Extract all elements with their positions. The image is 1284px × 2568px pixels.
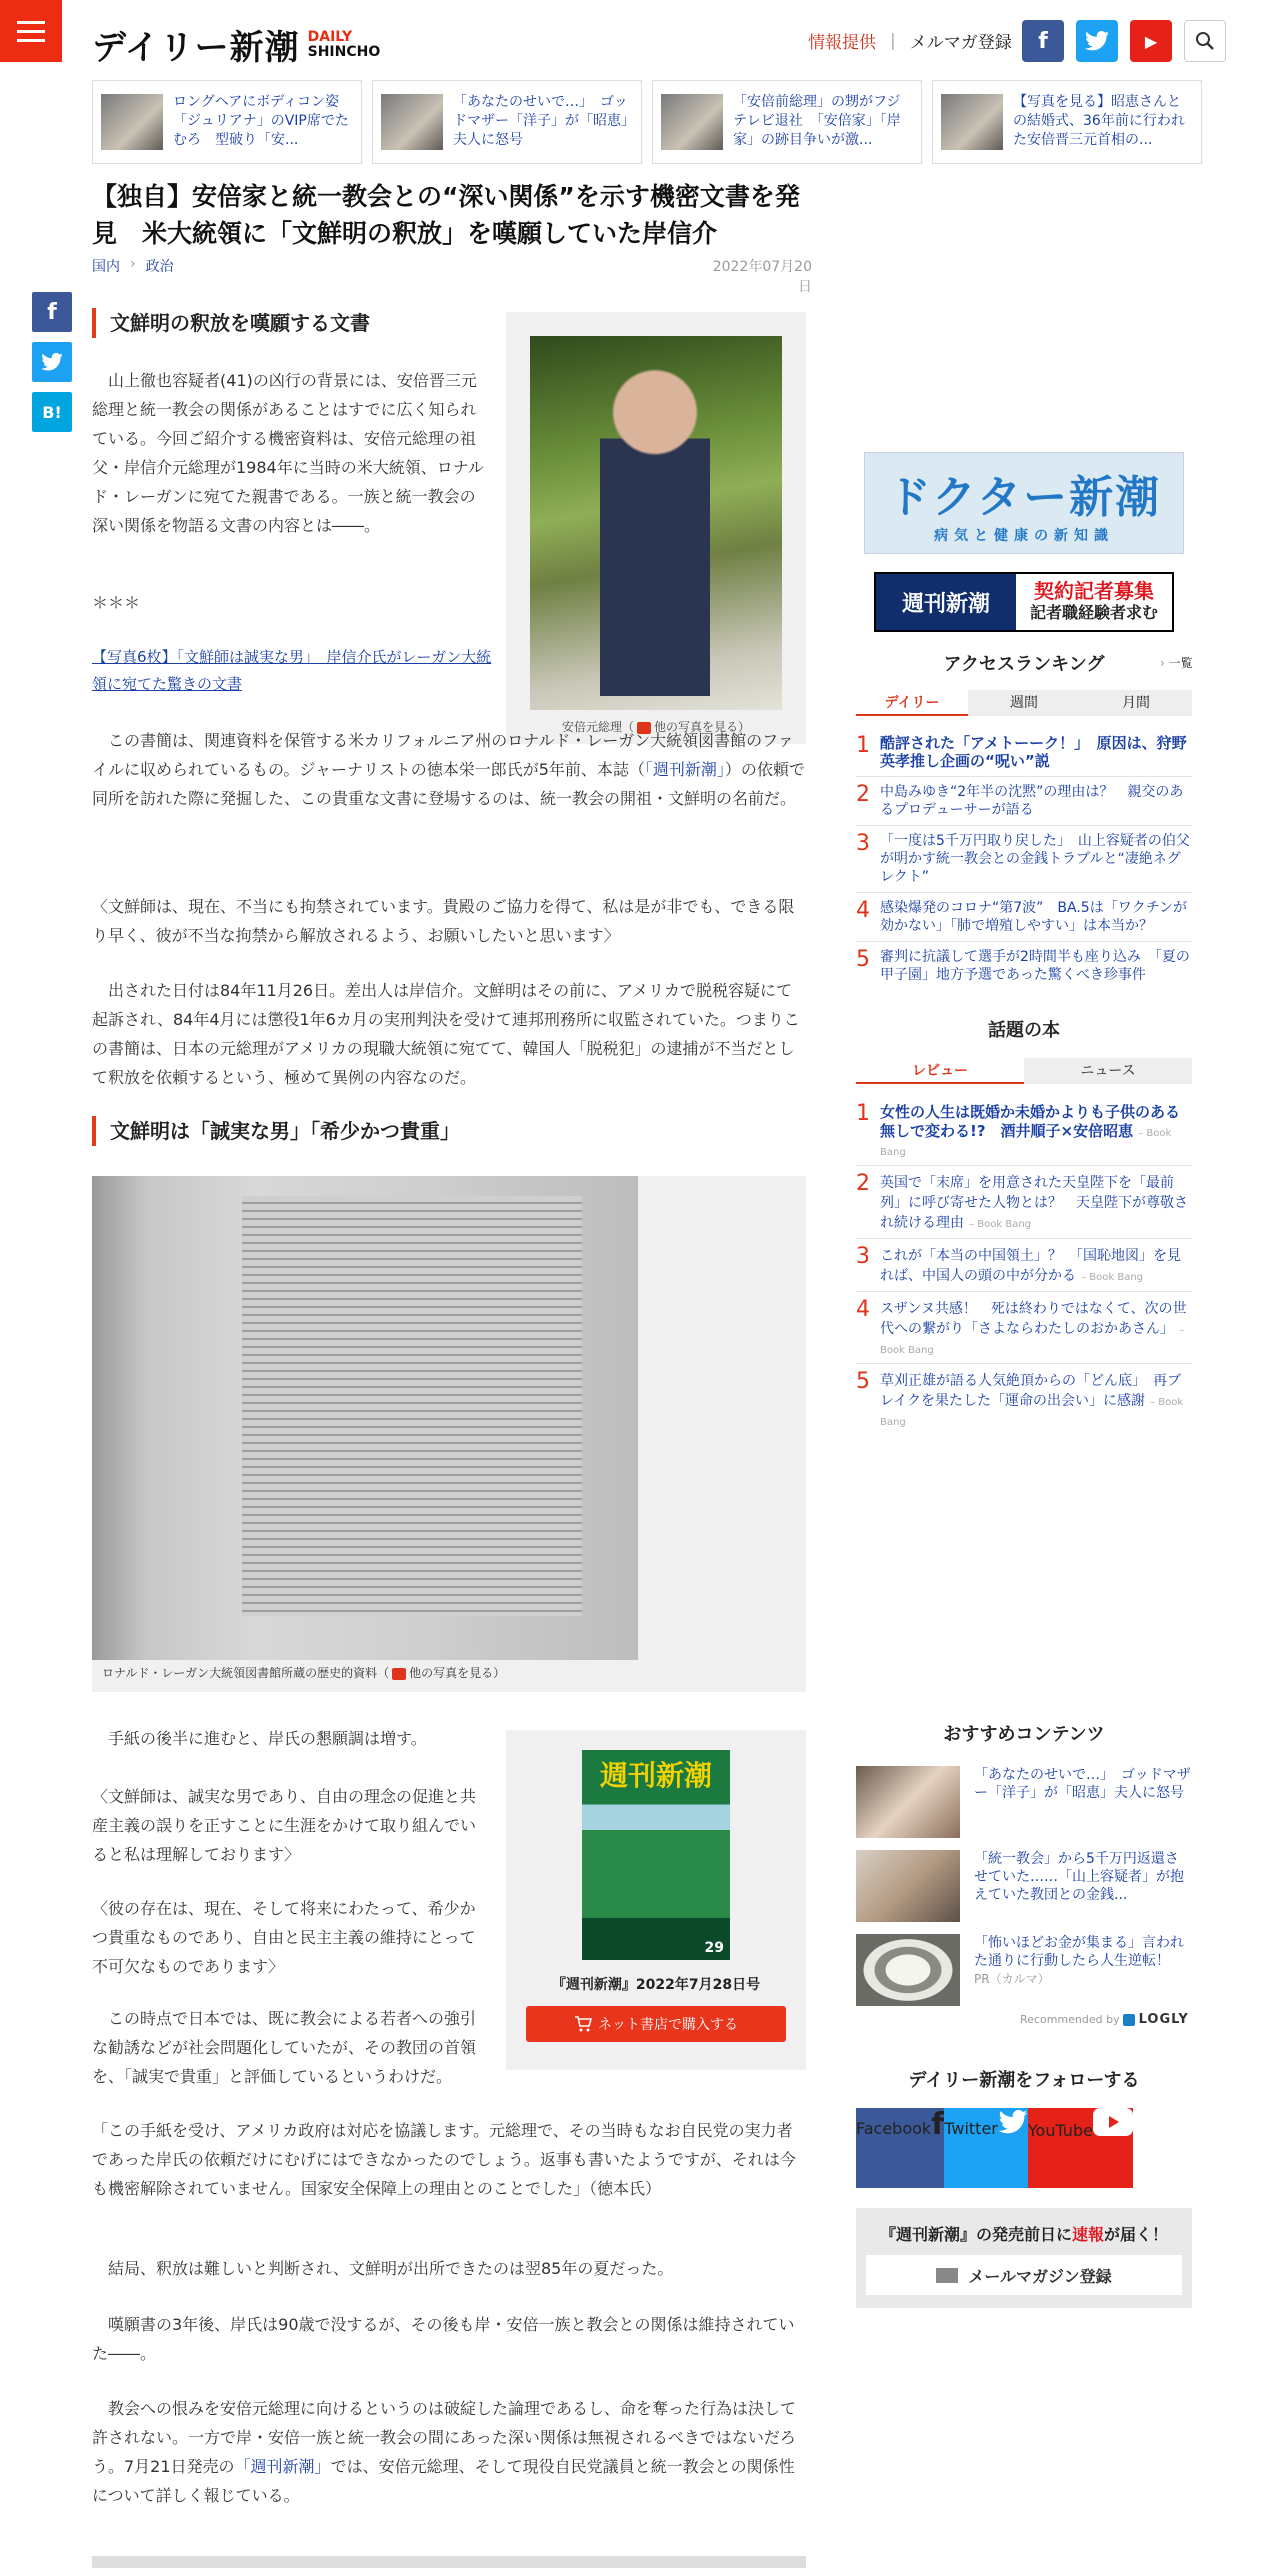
book-source: – Book Bang bbox=[969, 1219, 1032, 1230]
buy-label: ネット書店で購入する bbox=[598, 2017, 738, 2033]
rank-title: 酷評された「アメトーーク！」 原因は、狩野英孝推し企画の“呪い”説 bbox=[880, 734, 1187, 770]
recommend-text: 「怖いほどお金が集まる」言われた通りに行動したら人生逆転！ bbox=[974, 1935, 1184, 1969]
related-card[interactable] bbox=[932, 80, 1202, 164]
ranking-item[interactable] bbox=[856, 893, 1192, 942]
rank-title: 審判に抗議して選手が2時間半も座り込み 「夏の甲子園」地方予選であった驚くべき珍事件 bbox=[880, 949, 1190, 983]
follow-label: Twitter bbox=[944, 2119, 998, 2138]
caption-text: 安倍元総理（ bbox=[561, 720, 634, 734]
mailmag-box bbox=[856, 2208, 1192, 2308]
text: この書簡は、関連資料を保管する米カリフォルニア州のロナルド・レーガン大統領図書館のファイルに収められているもの。ジャーナリストの徳本栄一郎氏が5年前、本誌（ bbox=[92, 731, 794, 779]
youtube-icon[interactable]: ▶ bbox=[1130, 20, 1172, 62]
logo-en-1: DAILY bbox=[307, 28, 353, 45]
menu-line bbox=[17, 39, 45, 42]
doctor-shincho-ad[interactable] bbox=[864, 452, 1184, 554]
ranking-item[interactable] bbox=[856, 826, 1192, 893]
tab-weekly[interactable]: 週間 bbox=[968, 690, 1080, 716]
photo-subject bbox=[600, 366, 710, 696]
ad-subtitle: 病気と健康の新知識 bbox=[934, 528, 1114, 544]
section-heading: 文鮮明は「誠実な男」「希少かつ貴重」 bbox=[92, 1116, 812, 1146]
book-item[interactable] bbox=[856, 1364, 1192, 1435]
logly-pre: Recommended by bbox=[1020, 2013, 1120, 2026]
paragraph bbox=[92, 2394, 806, 2510]
tab-monthly[interactable]: 月間 bbox=[1080, 690, 1192, 716]
related-strip bbox=[92, 80, 1202, 164]
book-source: – Book Bang bbox=[880, 1325, 1185, 1356]
ad-title: ドクター新潮 bbox=[886, 472, 1162, 523]
related-thumb bbox=[661, 94, 723, 150]
document-caption bbox=[102, 1664, 505, 1681]
mailmag-heading bbox=[866, 2222, 1182, 2245]
buy-button[interactable] bbox=[526, 2006, 786, 2042]
camera-icon bbox=[392, 1668, 406, 1680]
recommend-list bbox=[856, 1766, 1192, 2018]
book-source: – Book Bang bbox=[880, 1128, 1172, 1158]
rank-number: 2 bbox=[856, 782, 870, 807]
book-title: スザンヌ共感！ 死は終わりではなくて、次の世代への繋がり「さよならわたしのおかあさん」 bbox=[880, 1301, 1187, 1337]
share-twitter-icon[interactable] bbox=[32, 342, 72, 382]
related-thumb bbox=[101, 94, 163, 150]
letter-sheet bbox=[242, 1196, 582, 1616]
related-text: 「安倍前総理」の甥がフジテレビ退社 「安倍家」「岸家」の跡目争いが激... bbox=[733, 94, 901, 148]
caption-text: ロナルド・レーガン大統領図書館所蔵の歴史的資料（ bbox=[102, 1666, 390, 1680]
letter-image[interactable] bbox=[92, 1176, 638, 1660]
logo-en bbox=[308, 30, 381, 60]
breadcrumb-domestic[interactable]: 国内 bbox=[92, 259, 120, 275]
cover-number: 29 bbox=[704, 1940, 724, 1956]
book-number: 4 bbox=[856, 1297, 870, 1322]
twitter-icon[interactable] bbox=[1076, 20, 1118, 62]
follow-label: Facebook bbox=[856, 2119, 932, 2138]
site-logo[interactable] bbox=[92, 20, 380, 69]
quote: 〈文鮮師は、誠実な男であり、自由の理念の促進と共産主義の誤りを正すことに生涯をかけて取り組んでいると私は理解しております〉 bbox=[92, 1787, 477, 1864]
share-facebook-icon[interactable]: f bbox=[32, 292, 72, 332]
rank-title: 感染爆発のコロナ“第7波” BA.5は「ワクチンが効かない」「肺で増殖しやすい」は本当か？ bbox=[880, 900, 1188, 934]
follow-title: デイリー新潮をフォローする bbox=[908, 2070, 1140, 2091]
recommend-item[interactable] bbox=[856, 1850, 1192, 1922]
related-thumb bbox=[381, 94, 443, 150]
mailmag-button[interactable] bbox=[866, 2255, 1182, 2295]
ranking-item[interactable] bbox=[856, 728, 1192, 777]
related-card[interactable] bbox=[372, 80, 642, 164]
book-number: 1 bbox=[856, 1101, 870, 1126]
mail-post: が届く！ bbox=[1104, 2225, 1169, 2244]
divider: | bbox=[890, 30, 896, 51]
quote: 「この手紙を受け、アメリカ政府は対応を協議します。元総理で、その当時もなお自民党の実力者であった岸氏の依頼だけにむげにはできなかったのでしょう。返事も書いたようですが、それは今も機密解除されていません。国家安全保障上の理由とのことでした」（徳本氏） bbox=[92, 2121, 796, 2198]
logo-ja: デイリー新潮 bbox=[92, 28, 300, 68]
books-list bbox=[856, 1096, 1192, 1435]
mailmag-link[interactable]: メルマガ登録 bbox=[909, 33, 1012, 53]
shukan-shincho-link[interactable]: 「週刊新潮」 bbox=[234, 2457, 331, 2476]
header-social bbox=[1022, 20, 1226, 62]
quote: 〈彼の存在は、現在、そして将来にわたって、希少かつ貴重なものであり、自由と民主主義の維持にとって不可欠なものであります〉 bbox=[92, 1899, 476, 1976]
ranking-tabs bbox=[856, 690, 1192, 716]
related-card[interactable] bbox=[652, 80, 922, 164]
book-source: – Book Bang bbox=[1081, 1272, 1144, 1283]
follow-twitter[interactable] bbox=[944, 2108, 1028, 2188]
article-date: 2022年07月20日 bbox=[712, 259, 812, 295]
book-number: 2 bbox=[856, 1171, 870, 1196]
book-item[interactable] bbox=[856, 1239, 1192, 1292]
breadcrumb-politics[interactable]: 政治 bbox=[145, 259, 174, 275]
related-text: ロングヘアにボディコン姿 「ジュリアナ」のVIP席でたむろ 型破り「安... bbox=[173, 94, 349, 148]
recommend-thumb bbox=[856, 1850, 960, 1922]
follow-facebook[interactable] bbox=[856, 2108, 944, 2188]
book-title: 草刈正雄が語る人気絶頂からの「どん底」 再ブレイクを果たした「運命の出会い」に感謝 bbox=[880, 1373, 1181, 1409]
books-tabs bbox=[856, 1058, 1192, 1084]
magazine-cover[interactable] bbox=[582, 1750, 730, 1960]
shukan-shincho-link[interactable]: 「週刊新潮」 bbox=[644, 760, 725, 779]
header-links bbox=[808, 28, 1012, 53]
mail-red: 速報 bbox=[1071, 2225, 1104, 2244]
books-title: 話題の本 bbox=[988, 1020, 1060, 1041]
info-link[interactable]: 情報提供 bbox=[808, 33, 876, 53]
more-photos-link[interactable]: 他の写真を見る） bbox=[409, 1666, 506, 1680]
logo-en-2: SHINCHO bbox=[307, 43, 381, 60]
ad-right bbox=[1016, 574, 1172, 630]
cover-title: 週刊新潮 bbox=[599, 1759, 712, 1792]
recommend-text: 「あなたのせいで…」 ゴッドマザー「洋子」が「昭恵」夫人に怒号 bbox=[974, 1767, 1191, 1801]
ad-r1: 契約記者募集 bbox=[1034, 579, 1154, 603]
logly-credit bbox=[1020, 2012, 1189, 2027]
recommend-item[interactable] bbox=[856, 1934, 1192, 2006]
book-number: 5 bbox=[856, 1369, 870, 1394]
pr-label: PR（カルマ） bbox=[974, 1972, 1050, 1986]
book-title: 英国で「末席」を用意された天皇陛下を「最前列」に呼び寄せた人物とは？ 天皇陛下が尊敬され続ける理由 bbox=[880, 1175, 1188, 1231]
menu-line bbox=[17, 21, 45, 24]
twitter-icon bbox=[998, 2107, 1028, 2142]
envelope-icon bbox=[936, 2268, 958, 2283]
paragraph: 嘆願書の3年後、岸氏は90歳で没するが、その後も岸・安倍一族と教会との関係は維持されていた――。 bbox=[92, 2315, 795, 2363]
recommend-text: 「統一教会」から5千万円返還させていた……「山上容疑者」が抱えていた教団との金銭... bbox=[974, 1851, 1184, 1903]
rank-title: 「一度は5千万円取り戻した」 山上容疑者の伯父が明かす統一教会との金銭トラブルと“凄絶ネグレクト” bbox=[880, 833, 1190, 885]
article-title: 【独自】安倍家と統一教会との“深い関係”を示す機密文書を発見 米大統領に「文鮮明の釈放」を嘆願していた岸信介 bbox=[92, 182, 800, 248]
follow-youtube[interactable] bbox=[1028, 2108, 1133, 2188]
ranking-all-label: 一覧 bbox=[1168, 656, 1193, 670]
ranking-item[interactable] bbox=[856, 777, 1192, 826]
breadcrumb bbox=[92, 256, 174, 276]
facebook-icon: f bbox=[931, 2107, 945, 2142]
book-item[interactable] bbox=[856, 1292, 1192, 1364]
ad-r2: 記者職経験者求む bbox=[1029, 603, 1158, 622]
book-title: これが「本当の中国領土」？ 「国恥地図」を見れば、中国人の頭の中が分かる bbox=[880, 1248, 1181, 1284]
magazine-label: 『週刊新潮』2022年7月28日号 bbox=[551, 1977, 761, 1993]
follow-bar bbox=[856, 2108, 1192, 2188]
menu-line bbox=[17, 30, 45, 33]
chevron-right-icon: › bbox=[1160, 656, 1165, 670]
text: ）の依頼で同所を訪れた際に発掘した、この貴重な文書に登場するのは、統一教会の開祖・文鮮明の名前だ。 bbox=[92, 760, 805, 808]
recommend-title: おすすめコンテンツ bbox=[943, 1724, 1105, 1745]
magazine-box bbox=[506, 1730, 806, 2070]
ranking-list bbox=[856, 728, 1192, 990]
related-text: 【写真を見る】昭恵さんとの結婚式、36年前に行われた安倍晋三元首相の... bbox=[1013, 94, 1185, 148]
mailmag-label: メールマガジン登録 bbox=[968, 2266, 1112, 2286]
youtube-icon bbox=[1093, 2109, 1133, 2144]
book-source: – Book Bang bbox=[880, 1397, 1184, 1428]
photo-figure bbox=[506, 312, 806, 744]
recommend-item[interactable] bbox=[856, 1766, 1192, 1838]
share-hatena-icon[interactable]: B! bbox=[32, 392, 72, 432]
rank-number: 4 bbox=[856, 898, 870, 923]
ad-left: 週刊新潮 bbox=[876, 574, 1016, 630]
text: 教会への恨みを安倍元総理に向けるというのは破綻した論理であるし、命を奪った行為は決して許されない。一方で岸・安倍一族と統一教会の間にあった深い関係は無視されるべきではないだろう。7月21日発売の bbox=[92, 2399, 797, 2476]
photo-gallery-link[interactable]: 【写真6枚】「文鮮師は誠実な男」 岸信介氏がレーガン大統領に宛てた驚きの文書 bbox=[92, 648, 492, 693]
follow-label: YouTube bbox=[1027, 2121, 1093, 2140]
recommend-thumb bbox=[856, 1934, 960, 2006]
more-photos-link[interactable]: 他の写真を見る） bbox=[654, 720, 751, 734]
rank-title: 中島みゆき“2年半の沈黙”の理由は？ 親交のあるプロデューサーが語る bbox=[880, 784, 1184, 818]
book-number: 3 bbox=[856, 1244, 870, 1269]
text: では、安倍元総理、そして現役自民党議員と統一教会との関係性について詳しく報じている。 bbox=[92, 2457, 795, 2505]
quote: 〈文鮮師は、現在、不当にも拘禁されています。貴殿のご協力を得て、私は是が非でも、できる限り早く、彼が不当な拘禁から解放されるよう、お願いしたいと思います〉 bbox=[92, 897, 795, 945]
logly-name: LOGLY bbox=[1138, 2012, 1189, 2027]
paragraph: 山上徹也容疑者(41)の凶行の背景には、安倍晋三元総理と統一教会の関係があることはすでに広く知られている。今回ご紹介する機密資料は、安倍元総理の祖父・岸信介元総理が1984年に当時の米大統領、ロナルド・レーガンに宛てた親書である。一族と統一教会の深い関係を物語る文書の内容とは――。 bbox=[92, 371, 484, 535]
menu-button[interactable] bbox=[0, 0, 62, 62]
recruit-ad[interactable] bbox=[874, 572, 1174, 632]
next-image bbox=[92, 2556, 806, 2568]
paragraph: 出された日付は84年11月26日。差出人は岸信介。文鮮明はその前に、アメリカで脱税容疑にて起訴され、84年4月には懲役1年6カ月の実刑判決を受けて連邦刑務所に収監されていた。つまりこの書簡は、日本の元総理がアメリカの現職大統領に宛てて、韓国人「脱税犯」の逮捕が不当だとして釈放を依頼するという、極めて異例の内容なのだ。 bbox=[92, 981, 800, 1087]
abe-photo[interactable] bbox=[530, 336, 782, 710]
stars-divider: ＊＊＊ bbox=[92, 593, 141, 612]
rank-number: 3 bbox=[856, 831, 870, 856]
share-bar bbox=[32, 292, 72, 432]
ranking-item[interactable] bbox=[856, 942, 1192, 990]
rank-number: 5 bbox=[856, 947, 870, 972]
related-thumb bbox=[941, 94, 1003, 150]
book-item[interactable] bbox=[856, 1096, 1192, 1166]
logly-icon bbox=[1123, 2014, 1135, 2026]
paragraph: この時点で日本では、既に教会による若者への強引な勧誘などが社会問題化していたが、その教団の首領を、「誠実で貴重」と評価しているというわけだ。 bbox=[92, 2009, 477, 2086]
tab-review[interactable]: レビュー bbox=[856, 1058, 1024, 1084]
tab-news[interactable]: ニュース bbox=[1024, 1058, 1192, 1084]
chevron-right-icon: › bbox=[130, 256, 136, 272]
document-figure bbox=[92, 1176, 806, 1692]
paragraph bbox=[92, 726, 806, 813]
mail-pre: 『週刊新潮』の発売前日に bbox=[879, 2225, 1072, 2244]
book-item[interactable] bbox=[856, 1166, 1192, 1239]
ranking-all-link[interactable] bbox=[1160, 654, 1193, 671]
recommend-thumb bbox=[856, 1766, 960, 1838]
cart-icon bbox=[574, 2016, 592, 2032]
paragraph: 結局、釈放は難しいと判断され、文鮮明が出所できたのは翌85年の夏だった。 bbox=[92, 2259, 674, 2278]
related-card[interactable] bbox=[92, 80, 362, 164]
facebook-icon[interactable]: f bbox=[1022, 20, 1064, 62]
rank-number: 1 bbox=[856, 733, 870, 758]
related-text: 「あなたのせいで…」 ゴッドマザー「洋子」が「昭恵」夫人に怒号 bbox=[453, 94, 628, 148]
section-heading: 文鮮明の釈放を嘆願する文書 bbox=[92, 308, 492, 338]
tab-daily[interactable]: デイリー bbox=[856, 690, 968, 716]
book-title: 女性の人生は既婚か未婚かよりも子供のある無しで変わる!? 酒井順子×安倍昭恵 bbox=[880, 1103, 1181, 1140]
paragraph: 手紙の後半に進むと、岸氏の懇願調は増す。 bbox=[92, 1729, 427, 1748]
search-icon[interactable] bbox=[1184, 20, 1226, 62]
ranking-title: アクセスランキング bbox=[943, 654, 1105, 675]
